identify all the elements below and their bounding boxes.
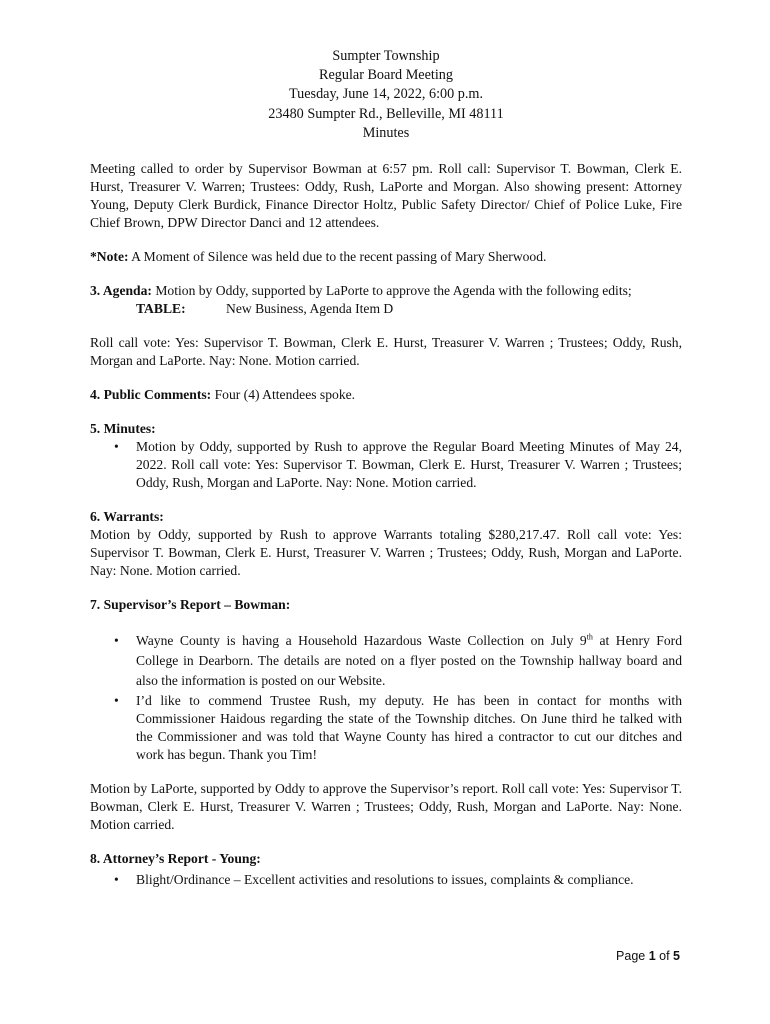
- supervisor-item1-a: Wayne County is having a Household Hazardous Waste Collection on July 9: [136, 633, 587, 649]
- minutes-list: [90, 438, 682, 492]
- header-township: Sumpter Township: [332, 48, 440, 64]
- attorney-list: [90, 870, 682, 890]
- supervisor-list: [90, 631, 682, 764]
- list-item: • Motion by Oddy, supported by Rush to approve the Regular Board Meeting Minutes of May 24, 2022. Roll call vote: Yes: Supervisor T. Bowman, Clerk E. Hurst, Treasurer V. Warren ; Trustees; Oddy, Rush, Morgan and LaPorte. Nay: None. Motion carried.: [90, 438, 682, 492]
- list-item: • I’d like to commend Trustee Rush, my deputy. He has been in contact for months with Commissioner Haidous regarding the state of the Township ditches. On June third he talked with the Commissioner and was told that Wayne County has hired a contractor to cut our ditches and work has begun. Thank you Tim!: [90, 692, 682, 764]
- warrants-text: Motion by Oddy, supported by Rush to approve Warrants totaling $280,217.47. Roll call vote: Yes: Supervisor T. Bowman, Clerk E. Hurst, Treasurer V. Warren ; Trustees; Oddy, Rush, Morgan and LaPorte. Nay: None. Motion carried.: [90, 527, 682, 579]
- minutes-label: 5. Minutes:: [90, 421, 156, 437]
- header-date: Tuesday, June 14, 2022, 6:00 p.m.: [288, 86, 484, 103]
- agenda-table-text: New Business, Agenda Item D: [226, 301, 394, 317]
- attorney-section: [90, 850, 682, 890]
- note-label: *Note:: [90, 249, 129, 265]
- agenda-paragraph: [90, 282, 682, 300]
- supervisor-label: 7. Supervisor’s Report – Bowman:: [90, 597, 291, 613]
- supervisor-motion: Motion by LaPorte, supported by Oddy to approve the Supervisor’s report. Roll call vote: Yes: Supervisor T. Bowman, Clerk E. Hurst, Treasurer V. Warren ; Trustees; Oddy, Rush, Morgan and LaPorte. Nay: None. Motion carried.: [90, 781, 682, 833]
- header-meeting-type: Regular Board Meeting: [319, 67, 453, 84]
- header-title: Minutes: [362, 124, 410, 141]
- agenda-table-label: TABLE:: [136, 301, 186, 317]
- footer-page-word: Page: [616, 949, 649, 963]
- intro-paragraph: Meeting called to order by Supervisor Bowman at 6:57 pm. Roll call: Supervisor T. Bowman, Clerk E. Hurst, Treasurer V. Warren; Trustees: Oddy, Rush, LaPorte and Morgan. Also showing present: Attorney Young, Deputy Clerk Burdick, Finance Director Holtz, Public Safety Director/ Chief of Police Luke, Fire Chief Brown, DPW Director Danci and 12 attendees.: [90, 161, 682, 231]
- document-page: [90, 47, 682, 906]
- footer-page-number: 1: [648, 949, 656, 963]
- header-address: 23480 Sumpter Rd., Belleville, MI 48111: [268, 105, 504, 122]
- warrants-section: [90, 508, 682, 580]
- note-paragraph: [90, 248, 682, 266]
- footer-page-total: 5: [673, 949, 680, 963]
- attorney-label: 8. Attorney’s Report - Young:: [90, 851, 261, 867]
- supervisor-item1-b: at Henry Ford College in Dearborn. The details are noted on a flyer posted on the Township hallway board and also the information is posted on our Website.: [136, 633, 682, 689]
- public-comments-paragraph: [90, 386, 682, 404]
- agenda-label: 3. Agenda:: [90, 283, 152, 299]
- minutes-section: [90, 420, 682, 492]
- public-comments-label: 4. Public Comments:: [90, 387, 212, 403]
- warrants-label: 6. Warrants:: [90, 509, 164, 525]
- document-header: [90, 47, 682, 143]
- list-item: • Blight/Ordinance – Excellent activities and resolutions to issues, complaints & compliance.: [90, 870, 682, 890]
- list-item: [90, 631, 682, 691]
- supervisor-item1-sup: th: [586, 632, 593, 642]
- agenda-text: Motion by Oddy, supported by LaPorte to approve the Agenda with the following edits;: [151, 283, 632, 299]
- footer-of-word: of: [655, 949, 674, 963]
- page-footer: [616, 947, 680, 965]
- agenda-table-line: [90, 300, 682, 318]
- note-text: A Moment of Silence was held due to the recent passing of Mary Sherwood.: [128, 249, 547, 265]
- agenda-vote: Roll call vote: Yes: Supervisor T. Bowman, Clerk E. Hurst, Treasurer V. Warren ; Trustees; Oddy, Rush, Morgan and LaPorte. Nay: None. Motion carried.: [90, 335, 682, 369]
- supervisor-section: [90, 596, 682, 764]
- public-comments-text: Four (4) Attendees spoke.: [211, 387, 356, 403]
